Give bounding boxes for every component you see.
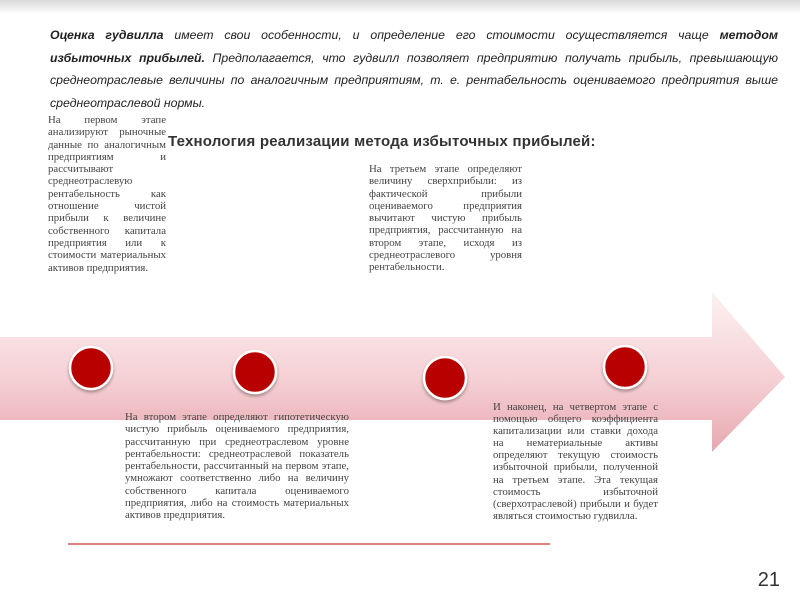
section-heading: Технология реализации метода избыточных прибылей: bbox=[168, 133, 596, 150]
stage-3-text: На третьем этапе определяют величину сверхприбыли: из фактической прибыли оцениваемого предприятия вычитают чистую прибыль предприятия, рассчитанную на втором этапе, исходя из среднеотраслевого уровня рентабельности. bbox=[369, 163, 522, 274]
page-number: 21 bbox=[757, 569, 780, 591]
stage-4-marker-icon bbox=[604, 346, 646, 388]
stage-1-marker-icon bbox=[70, 347, 112, 389]
intro-lead-bold: Оценка гудвилла bbox=[50, 28, 164, 42]
stage-2-marker-icon bbox=[234, 351, 276, 393]
stage-1-text: На первом этапе анализируют рыночные данные по аналогичным предприятиям и рассчитывают среднеотраслевую рентабельность как отношение чистой прибыли к величине собственного капитала предприятия или к стоимости материальных активов предприятия. bbox=[48, 114, 166, 274]
intro-method-bold: методом избыточных прибылей. bbox=[50, 28, 778, 65]
intro-text-1: имеет свои особенности, и определение его стоимости осуществляется чаще bbox=[163, 28, 720, 42]
intro-text-2: Предполагается, что гудвилл позволяет предприятию получать прибыль, превышающую среднеотраслевые величины по аналогичным предприятиям, т. е. рентабельность оцениваемого предприятия выше среднеотраслевой нормы. bbox=[50, 50, 778, 110]
arrow-shape bbox=[0, 292, 785, 452]
stage-4-text: И наконец, на четвертом этапе с помощью общего коэффициента капитализации или ставки дохода на нематериальные активы определяют текущую стоимость избыточной прибыли, полученной на третьем этапе. Эта текущая стоимость избыточной (сверхотраслевой) прибыли и будет являться стоимостью гудвилла. bbox=[493, 401, 658, 522]
stage-3-marker-icon bbox=[424, 357, 466, 399]
stage-2-text: На втором этапе определяют гипотетическую чистую прибыль оцениваемого предприятия, рассчитанную при среднеотраслевом уровне рентабельности: среднеотраслевой показатель рентабельности, рассчитанный на первом этапе, умножают соответственно либо на величину собственного капитала оцениваемого предприятия, либо на стоимость материальных активов предприятия. bbox=[125, 411, 349, 522]
